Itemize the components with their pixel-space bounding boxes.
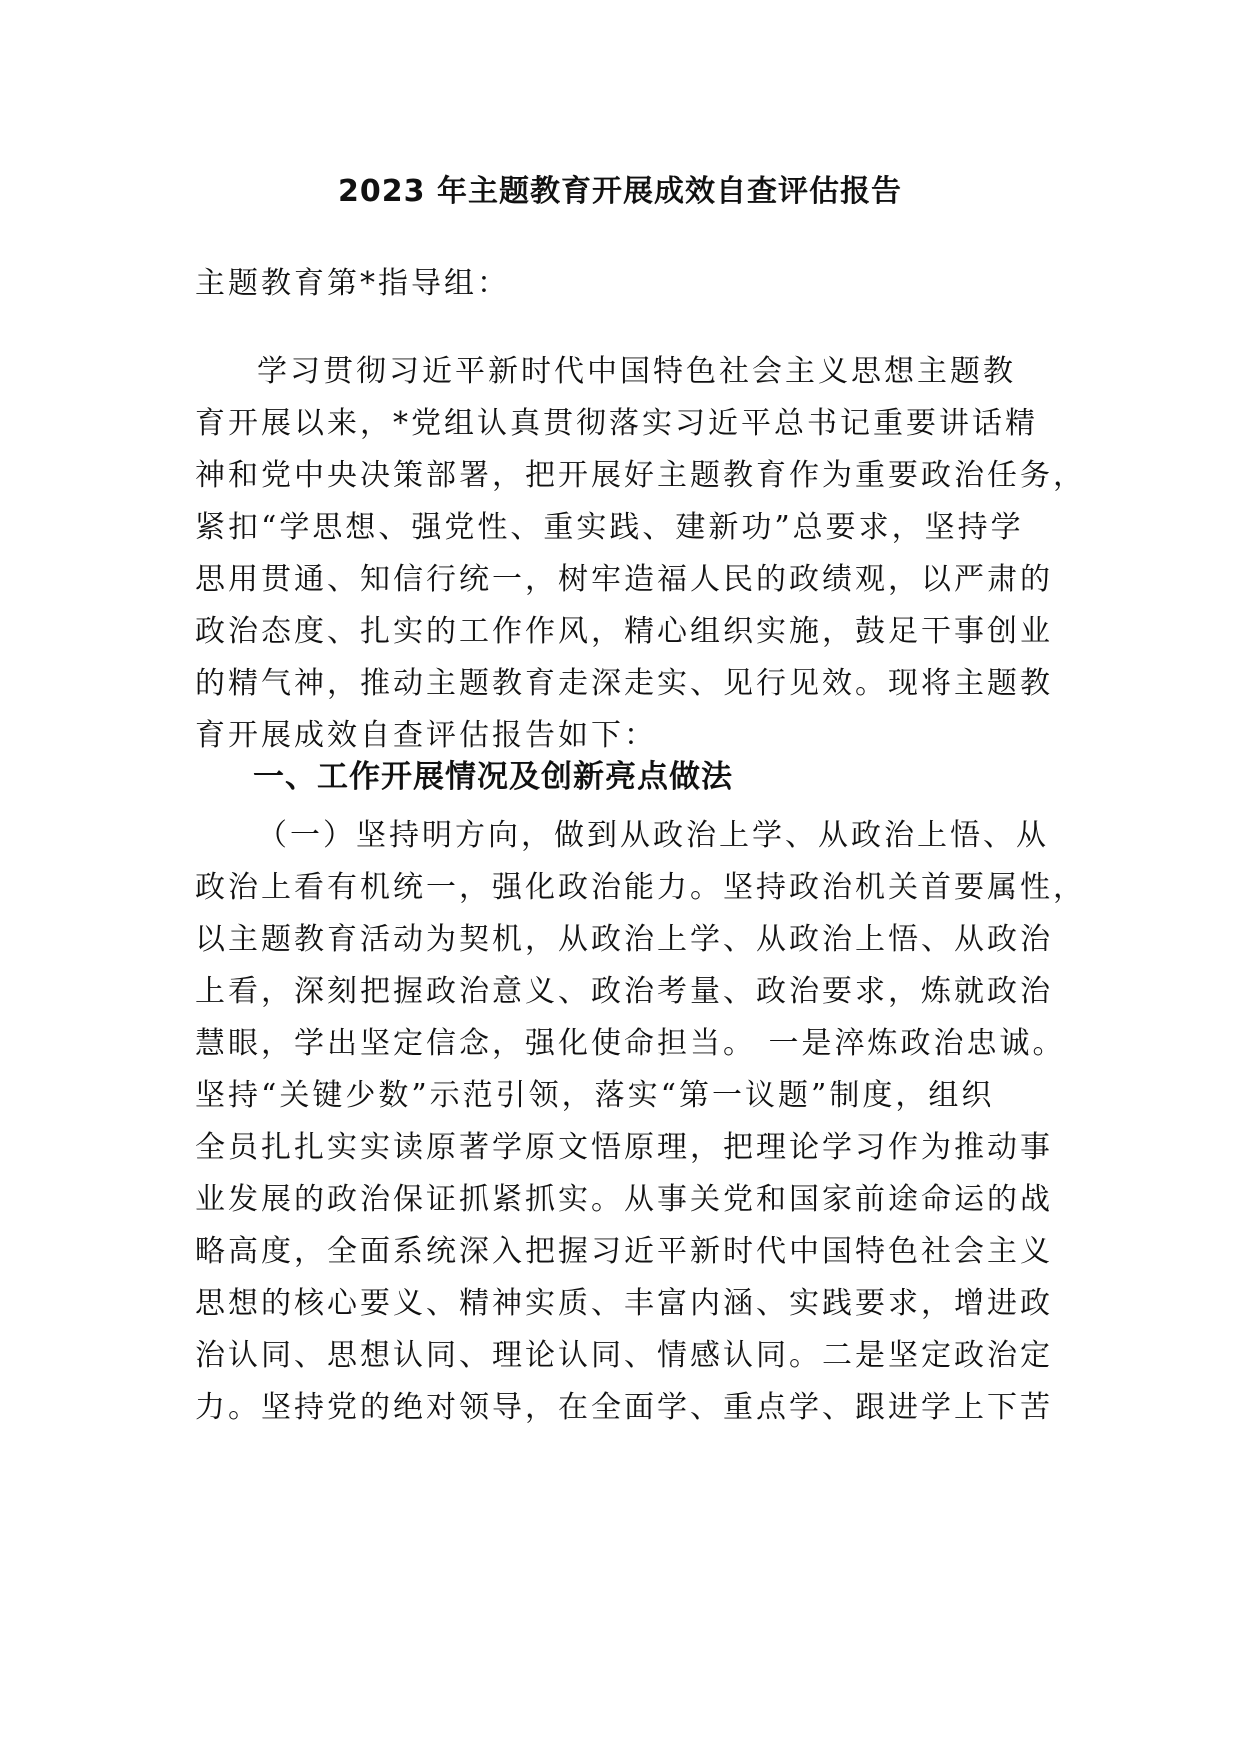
salutation — [195, 258, 1075, 310]
paragraph-line: 力。坚持党的绝对领导，在全面学、重点学、跟进学上下苦 — [195, 1390, 1053, 1425]
paragraph-line: 育开展以来，*党组认真贯彻落实习近平总书记重要讲话精 — [195, 406, 1038, 441]
paragraph-section1 — [195, 810, 1086, 1434]
paragraph-line: 育开展成效自查评估报告如下： — [195, 718, 657, 753]
paragraph-line: 的精气神，推动主题教育走深走实、见行见效。现将主题教 — [195, 666, 1053, 701]
paragraph-line: 慧眼，学出坚定信念，强化使命担当。 一是淬炼政治忠诚。 — [195, 1026, 1066, 1061]
paragraph-line: 以主题教育活动为契机，从政治上学、从政治上悟、从政治 — [195, 922, 1053, 957]
paragraph-line: 业发展的政治保证抓紧抓实。从事关党和国家前途命运的战 — [195, 1182, 1053, 1217]
paragraph-line: 略高度，全面系统深入把握习近平新时代中国特色社会主义 — [195, 1234, 1053, 1269]
section-heading: 一、工作开展情况及创新亮点做法 — [253, 759, 733, 795]
paragraph-line: 政治上看有机统一，强化政治能力。坚持政治机关首要属性， — [195, 870, 1086, 905]
paragraph-line: 全员扎扎实实读原著学原文悟原理，把理论学习作为推动事 — [195, 1130, 1053, 1165]
paragraph-intro — [195, 346, 1086, 762]
paragraph-line: 坚持“关键少数”示范引领，落实“第一议题”制度，组织 — [195, 1078, 995, 1113]
paragraph-line: 思想的核心要义、精神实质、丰富内涵、实践要求，增进政 — [195, 1286, 1053, 1321]
paragraph-line: 思用贯通、知信行统一，树牢造福人民的政绩观，以严肃的 — [195, 562, 1053, 597]
document-title: 2023 年主题教育开展成效自查评估报告 — [338, 174, 902, 209]
paragraph-line: 神和党中央决策部署，把开展好主题教育作为重要政治任务， — [195, 458, 1086, 493]
paragraph-line: 治认同、思想认同、理论认同、情感认同。二是坚定政治定 — [195, 1338, 1053, 1373]
paragraph-line: 紧扣“学思想、强党性、重实践、建新功”总要求，坚持学 — [195, 510, 1024, 545]
paragraph-line: 上看，深刻把握政治意义、政治考量、政治要求，炼就政治 — [195, 974, 1053, 1009]
salutation-line: 主题教育第*指导组： — [195, 266, 510, 301]
paragraph-line: 政治态度、扎实的工作作风，精心组织实施，鼓足干事创业 — [195, 614, 1053, 649]
paragraph-line: （一）坚持明方向，做到从政治上学、从政治上悟、从 — [257, 818, 1049, 853]
paragraph-line: 学习贯彻习近平新时代中国特色社会主义思想主题教 — [257, 354, 1016, 389]
